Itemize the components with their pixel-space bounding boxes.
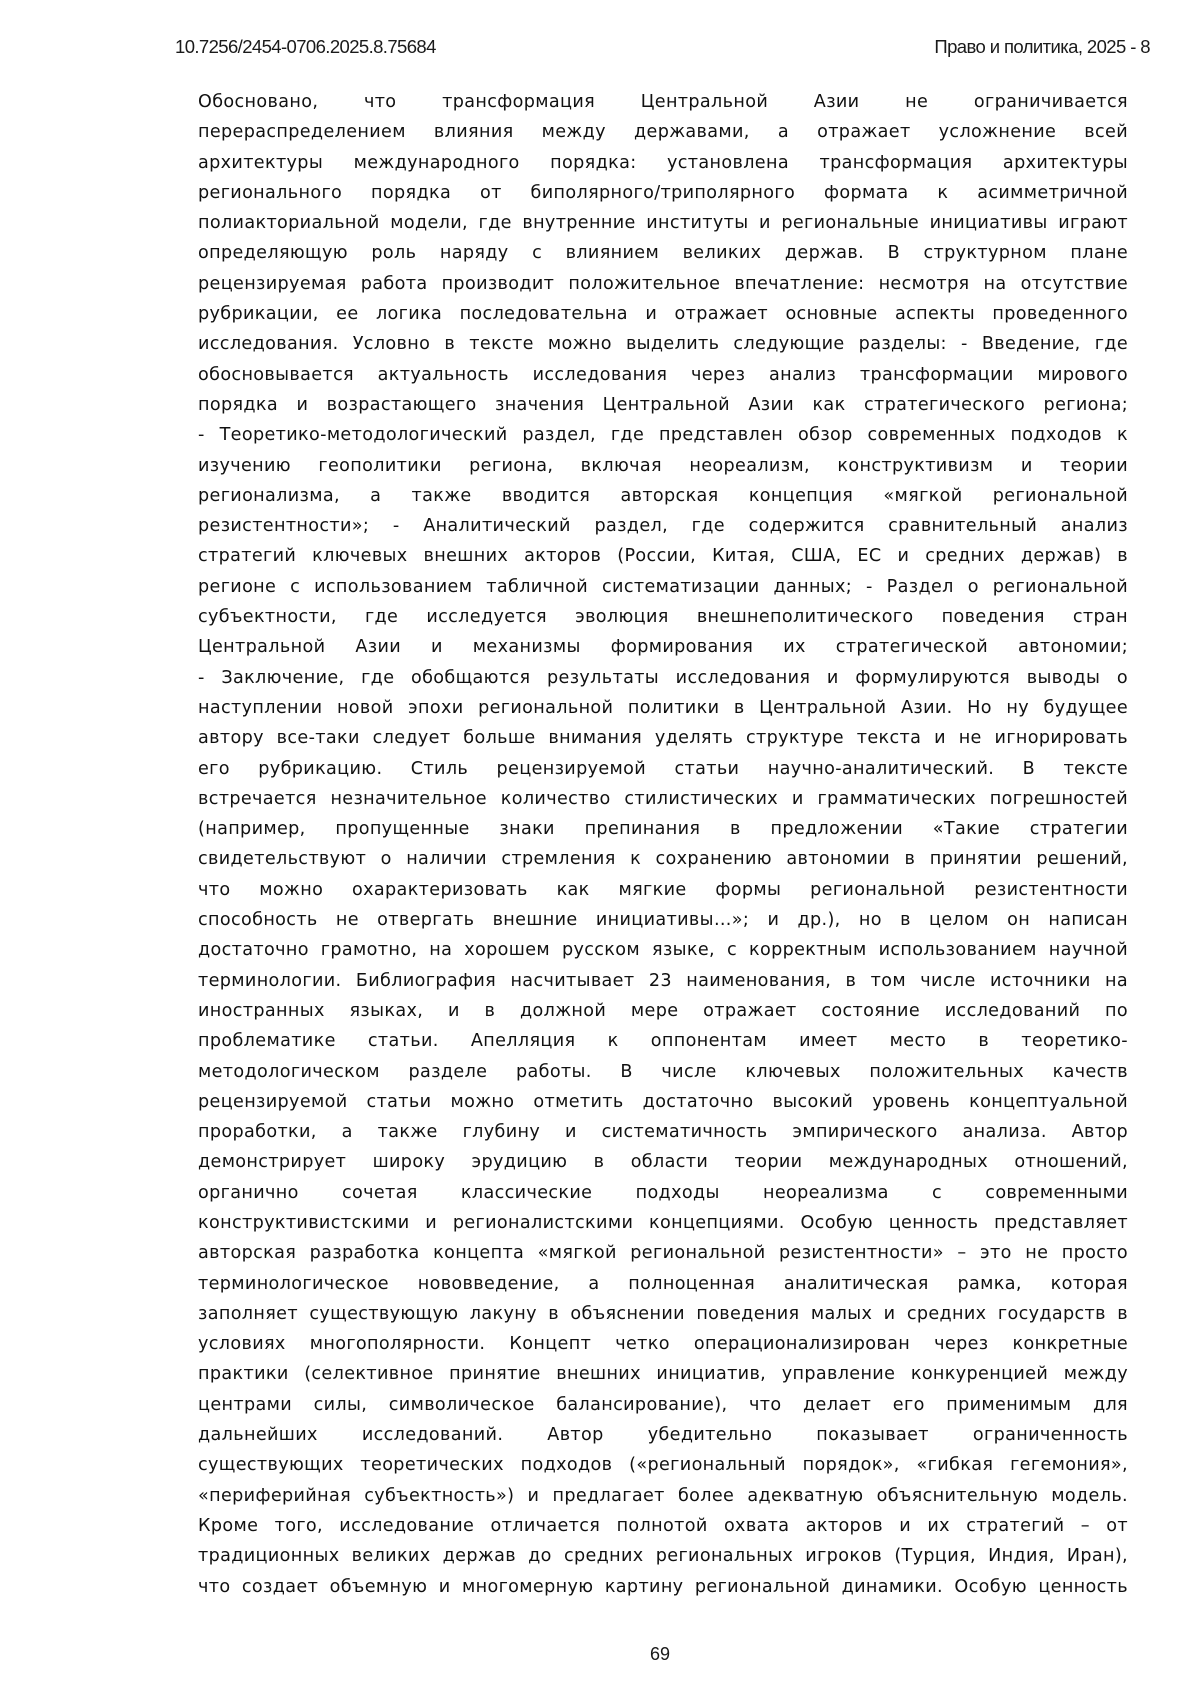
text-line: достаточно грамотно, на хорошем русском языке, с корректным использованием научной bbox=[198, 940, 1128, 961]
text-line: изучению геополитики региона, включая неореализм, конструктивизм и теории bbox=[198, 455, 1128, 476]
text-line: органично сочетая классические подходы неореализма с современными bbox=[198, 1182, 1128, 1203]
text-line: перераспределением влияния между державами, а отражает усложнение всей bbox=[198, 122, 1128, 143]
text-line: традиционных великих держав до средних региональных игроков (Турция, Индия, Иран), bbox=[198, 1546, 1128, 1567]
text-line: Центральной Азии и механизмы формирования их стратегической автономии; bbox=[198, 637, 1128, 658]
page-header bbox=[175, 36, 1150, 60]
text-line: конструктивистскими и регионалистскими концепциями. Особую ценность представляет bbox=[198, 1212, 1128, 1233]
text-line: «периферийная субъектность») и предлагает более адекватную объяснительную модель. bbox=[198, 1485, 1128, 1506]
text-line: регионального порядка от биполярного/триполярного формата к асимметричной bbox=[198, 182, 1128, 203]
text-line: проработки, а также глубину и систематичность эмпирического анализа. Автор bbox=[198, 1122, 1128, 1143]
text-line: демонстрирует широку эрудицию в области теории международных отношений, bbox=[198, 1152, 1128, 1173]
text-line: практики (селективное принятие внешних инициатив, управление конкуренцией между bbox=[198, 1364, 1128, 1385]
text-line: резистентности»; - Аналитический раздел, где содержится сравнительный анализ bbox=[198, 516, 1128, 537]
text-line: полиакториальной модели, где внутренние институты и региональные инициативы играют bbox=[198, 213, 1128, 234]
text-line: рубрикации, ее логика последовательна и отражает основные аспекты проведенного bbox=[198, 304, 1128, 325]
text-line: стратегий ключевых внешних акторов (России, Китая, США, ЕС и средних держав) в bbox=[198, 546, 1128, 567]
text-line: что создает объемную и многомерную картину региональной динамики. Особую ценность bbox=[198, 1576, 1128, 1597]
text-line: (например, пропущенные знаки препинания в предложении «Такие стратегии bbox=[198, 819, 1128, 840]
page-number: 69 bbox=[649, 1644, 671, 1664]
text-line: регионе с использованием табличной систематизации данных; - Раздел о региональной bbox=[198, 576, 1128, 597]
text-line: условиях многополярности. Концепт четко операционализирован через конкретные bbox=[198, 1334, 1128, 1355]
text-line: центрами силы, символическое балансирование), что делает его применимым для bbox=[198, 1394, 1128, 1415]
text-line: авторская разработка концепта «мягкой региональной резистентности» – это не просто bbox=[198, 1243, 1128, 1264]
body-text bbox=[198, 87, 1128, 1602]
text-line: встречается незначительное количество стилистических и грамматических погрешностей bbox=[198, 788, 1128, 809]
text-line: - Теоретико-методологический раздел, где представлен обзор современных подходов к bbox=[198, 425, 1128, 446]
text-line: - Заключение, где обобщаются результаты исследования и формулируются выводы о bbox=[198, 667, 1128, 688]
text-line: порядка и возрастающего значения Центральной Азии как стратегического региона; bbox=[198, 394, 1128, 415]
text-line: определяющую роль наряду с влиянием великих держав. В структурном плане bbox=[198, 243, 1128, 264]
text-line: терминологии. Библиография насчитывает 23 наименования, в том числе источники на bbox=[198, 970, 1128, 991]
text-line: Обосновано, что трансформация Центральной Азии не ограничивается bbox=[198, 92, 1128, 112]
text-line: терминологическое нововведение, а полноценная аналитическая рамка, которая bbox=[198, 1273, 1128, 1294]
text-line: способность не отвергать внешние инициативы…»; и др.), но в целом он написан bbox=[198, 910, 1128, 931]
text-line: иностранных языках, и в должной мере отражает состояние исследований по bbox=[198, 1000, 1128, 1021]
text-line: обосновывается актуальность исследования через анализ трансформации мирового bbox=[198, 364, 1128, 385]
text-line: Кроме того, исследование отличается полнотой охвата акторов и их стратегий – от bbox=[198, 1515, 1128, 1536]
text-line: исследования. Условно в тексте можно выделить следующие разделы: - Введение, где bbox=[198, 334, 1128, 355]
text-line: свидетельствуют о наличии стремления к сохранению автономии в принятии решений, bbox=[198, 849, 1128, 870]
text-line: что можно охарактеризовать как мягкие формы региональной резистентности bbox=[198, 879, 1128, 900]
text-line: архитектуры международного порядка: установлена трансформация архитектуры bbox=[198, 152, 1128, 173]
text-line: дальнейших исследований. Автор убедительно показывает ограниченность bbox=[198, 1425, 1128, 1446]
text-line: проблематике статьи. Апелляция к оппонентам имеет место в теоретико- bbox=[198, 1031, 1128, 1052]
text-line: существующих теоретических подходов («региональный порядок», «гибкая гегемония», bbox=[198, 1455, 1128, 1476]
text-line: автору все-таки следует больше внимания уделять структуре текста и не игнорировать bbox=[198, 728, 1128, 749]
text-line: заполняет существующую лакуну в объяснении поведения малых и средних государств в bbox=[198, 1303, 1128, 1324]
doi-label: 10.7256/2454-0706.2025.8.75684 bbox=[175, 36, 436, 57]
text-line: рецензируемая работа производит положительное впечатление: несмотря на отсутствие bbox=[198, 273, 1128, 294]
text-line: наступлении новой эпохи региональной политики в Центральной Азии. Но ну будущее bbox=[198, 697, 1128, 718]
text-line: рецензируемой статьи можно отметить достаточно высокий уровень концептуальной bbox=[198, 1091, 1128, 1112]
text-line: методологическом разделе работы. В числе ключевых положительных качеств bbox=[198, 1061, 1128, 1082]
text-line: регионализма, а также вводится авторская концепция «мягкой региональной bbox=[198, 485, 1128, 506]
text-line: субъектности, где исследуется эволюция внешнеполитического поведения стран bbox=[198, 607, 1128, 628]
journal-title: Право и политика, 2025 - 8 bbox=[934, 36, 1150, 57]
text-line: его рубрикацию. Стиль рецензируемой статьи научно-аналитический. В тексте bbox=[198, 758, 1128, 779]
